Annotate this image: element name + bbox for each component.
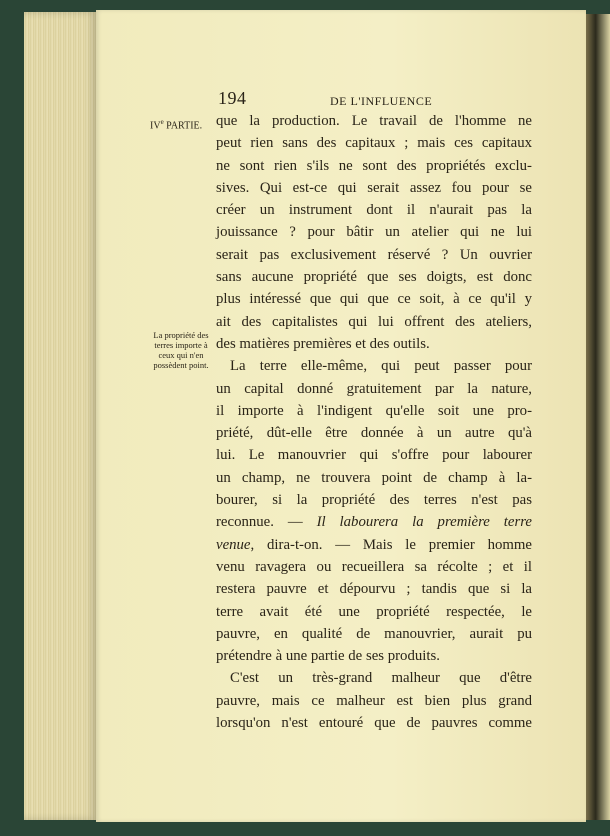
text-line: que la production. Le travail de l'homme ne bbox=[216, 113, 532, 129]
text-line: ne sont rien s'ils ne sont des propriétés exclu- bbox=[216, 157, 532, 174]
text-line: priété, dût-elle être donnée à un autre qu'à bbox=[216, 425, 532, 442]
italic-quote: Il labourera la première terre bbox=[316, 514, 532, 531]
text-line: lui. Le manouvrier qui s'offre pour labourer bbox=[216, 447, 532, 464]
text-line: un champ, ne trouvera point de champ à la- bbox=[216, 469, 532, 486]
body-text bbox=[216, 110, 532, 734]
text-line: C'est un très-grand malheur que d'être bbox=[230, 670, 532, 687]
text-line-italic bbox=[216, 511, 532, 533]
part-number: IV bbox=[150, 120, 161, 132]
part-word: PARTIE. bbox=[163, 120, 203, 132]
paragraph-2 bbox=[216, 355, 532, 667]
text-line: terre avait été une propriété respectée, le bbox=[216, 603, 532, 620]
running-head: DE L'INFLUENCE bbox=[330, 94, 433, 108]
text-line: restera pauvre et dépourvu ; tandis que si la bbox=[216, 581, 532, 598]
text-line: des matières premières et des outils. bbox=[216, 335, 430, 352]
text-line: peut rien sans des capitaux ; mais ces capitaux bbox=[216, 135, 532, 152]
page-number: 194 bbox=[218, 88, 247, 108]
italic-quote-end: venue bbox=[216, 536, 251, 553]
text-line: pauvre, mais ce malheur est bien plus grand bbox=[216, 692, 532, 709]
text-line: un capital donné gratuitement par la nature, bbox=[216, 380, 532, 397]
text-line: jouissance ? pour bâtir un atelier qui ne lui bbox=[216, 224, 532, 241]
paragraph-3 bbox=[216, 667, 532, 734]
text-line: lorsqu'on n'est entouré que de pauvres comme bbox=[216, 715, 532, 732]
book-gutter bbox=[586, 14, 610, 820]
part-suffix: e bbox=[160, 118, 164, 126]
text-fragment: reconnue. — bbox=[216, 514, 317, 531]
text-line: serait pas exclusivement réservé ? Un ouvrier bbox=[216, 246, 532, 263]
text-line: ait des capitalistes qui lui offrent des ateliers, bbox=[216, 313, 532, 330]
text-fragment: , dira-t-on. — Mais le premier homme bbox=[250, 536, 532, 553]
paragraph-1 bbox=[216, 110, 532, 355]
text-line: pauvre, en qualité de manouvrier, aurait pu bbox=[216, 625, 532, 642]
text-line: La terre elle-même, qui peut passer pour bbox=[230, 358, 532, 375]
text-line: sives. Qui est-ce qui serait assez fou pour se bbox=[216, 179, 532, 196]
text-line: il importe à l'indigent qu'elle soit une pro- bbox=[216, 402, 532, 419]
text-line: sans aucune propriété que ses doigts, est donc bbox=[216, 269, 532, 286]
margin-note: La propriété des terres importe à ceux qui n'en possèdent point. bbox=[153, 330, 209, 370]
part-label bbox=[150, 118, 202, 131]
text-line: créer un instrument dont il n'aurait pas la bbox=[216, 202, 532, 219]
text-line: bourer, si la propriété des terres n'est pas bbox=[216, 492, 532, 509]
text-line: venu ravagera ou recueillera sa récolte ; et il bbox=[216, 558, 532, 575]
text-line: plus intéressé que qui que ce soit, à ce qu'il y bbox=[216, 291, 532, 308]
page-edges bbox=[24, 12, 98, 820]
text-line: prétendre à une partie de ses produits. bbox=[216, 648, 440, 665]
page-header bbox=[218, 90, 558, 110]
text-line-italic bbox=[216, 534, 532, 556]
